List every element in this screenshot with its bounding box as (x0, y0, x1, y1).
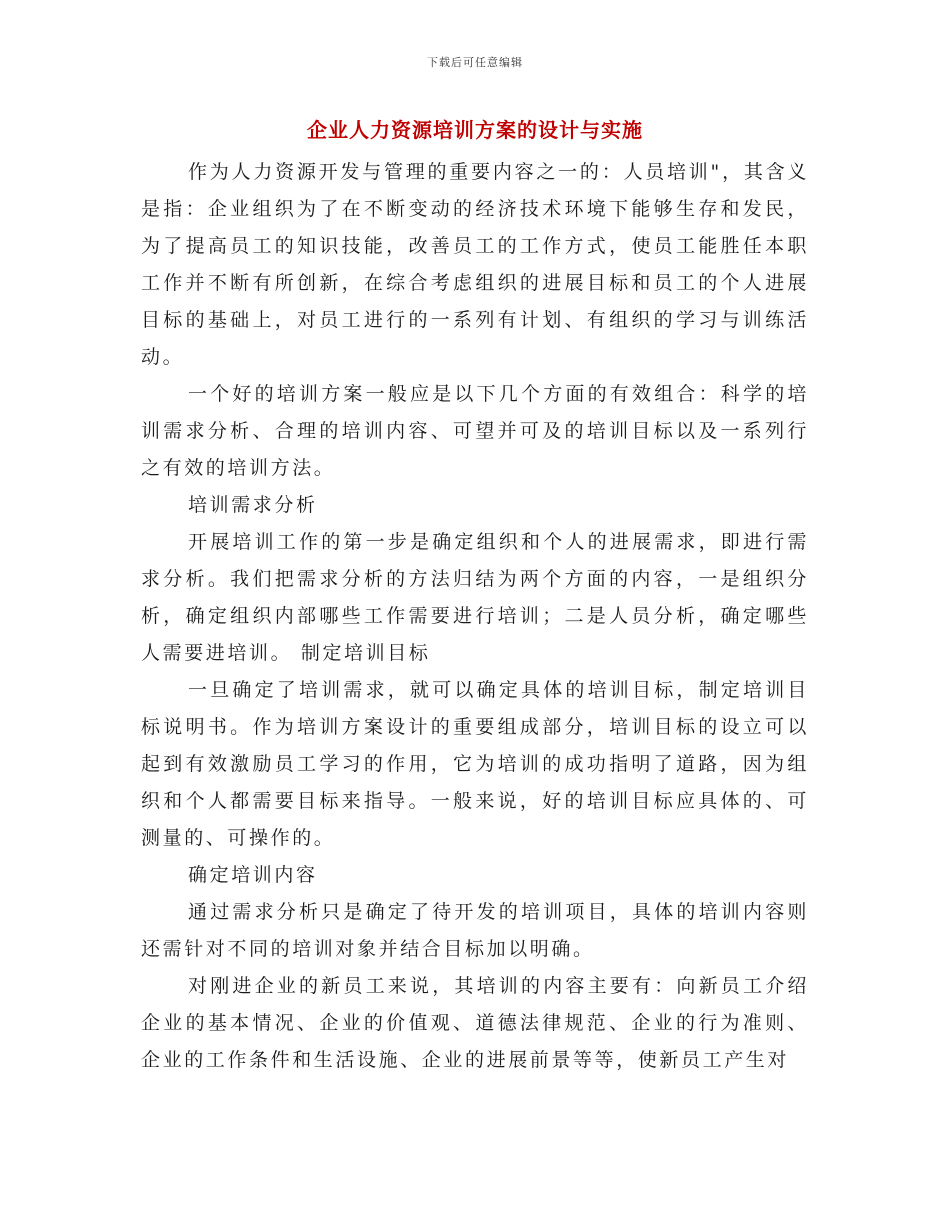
document-title: 企业人力资源培训方案的设计与实施 (307, 118, 643, 142)
paragraph-training-goals: 一旦确定了培训需求，就可以确定具体的培训目标，制定培训目标说明书。作为培训方案设计的重要组成部分，培训目标的设立可以起到有效激励员工学习的作用，它为培训的成功指明了道路，因为组织和个人都需要目标来指导。一般来说，好的培训目标应具体的、可测量的、可操作的。 (141, 679, 809, 849)
document-body (141, 154, 809, 1079)
header-note: 下载后可任意编辑 (427, 56, 523, 69)
paragraph-good-plan: 一个好的培训方案一般应是以下几个方面的有效组合：科学的培训需求分析、合理的培训内容、可望并可及的培训目标以及一系列行之有效的培训方法。 (141, 383, 809, 479)
section-heading-needs-analysis: 培训需求分析 (188, 494, 318, 516)
paragraph-definition: 作为人力资源开发与管理的重要内容之一的：人员培训"，其含义是指：企业组织为了在不断变动的经济技术环境下能够生存和发民，为了提高员工的知识技能，改善员工的工作方式，使员工能胜任本职工作并不断有所创新，在综合考虑组织的进展目标和员工的个人进展目标的基础上，对员工进行的一系列有计划、有组织的学习与训练活动。 (141, 161, 809, 368)
paragraph-new-employees: 对刚进企业的新员工来说，其培训的内容主要有：向新员工介绍企业的基本情况、企业的价值观、道德法律规范、企业的行为准则、企业的工作条件和生活设施、企业的进展前景等等，使新员工产生对 (141, 975, 809, 1071)
paragraph-needs-analysis: 开展培训工作的第一步是确定组织和个人的进展需求，即进行需求分析。我们把需求分析的方法归结为两个方面的内容，一是组织分析，确定组织内部哪些工作需要进行培训；二是人员分析，确定哪些人需要进培训。 制定培训目标 (141, 531, 809, 664)
section-heading-training-content: 确定培训内容 (188, 864, 318, 886)
paragraph-training-content: 通过需求分析只是确定了待开发的培训项目，具体的培训内容则还需针对不同的培训对象并结合目标加以明确。 (141, 901, 809, 960)
